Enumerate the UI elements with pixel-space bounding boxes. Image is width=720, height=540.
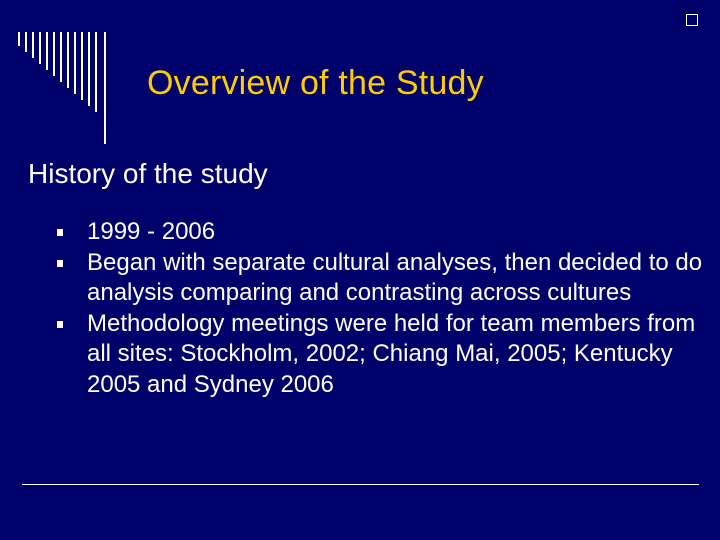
bullet-list — [57, 217, 707, 400]
bullet-text: Methodology meetings were held for team members from all sites: Stockholm, 2002; Chiang Mai, 2005; Kentucky 2005 and Sydney 2006 — [87, 309, 696, 398]
bullet-square-icon — [57, 321, 63, 328]
bullet-text: 1999 - 2006 — [87, 218, 216, 245]
bullet-square-icon — [57, 229, 63, 236]
corner-square-icon — [686, 14, 698, 26]
bullet-item — [57, 309, 707, 401]
bullet-square-icon — [57, 260, 63, 267]
footer-divider — [22, 484, 699, 485]
bullet-item — [57, 248, 707, 309]
slide-title: Overview of the Study — [147, 64, 484, 102]
slide-subtitle: History of the study — [28, 158, 268, 189]
bullet-item — [57, 217, 707, 248]
bullet-text: Began with separate cultural analyses, then decided to do analysis comparing and contrasting across cultures — [87, 248, 703, 306]
